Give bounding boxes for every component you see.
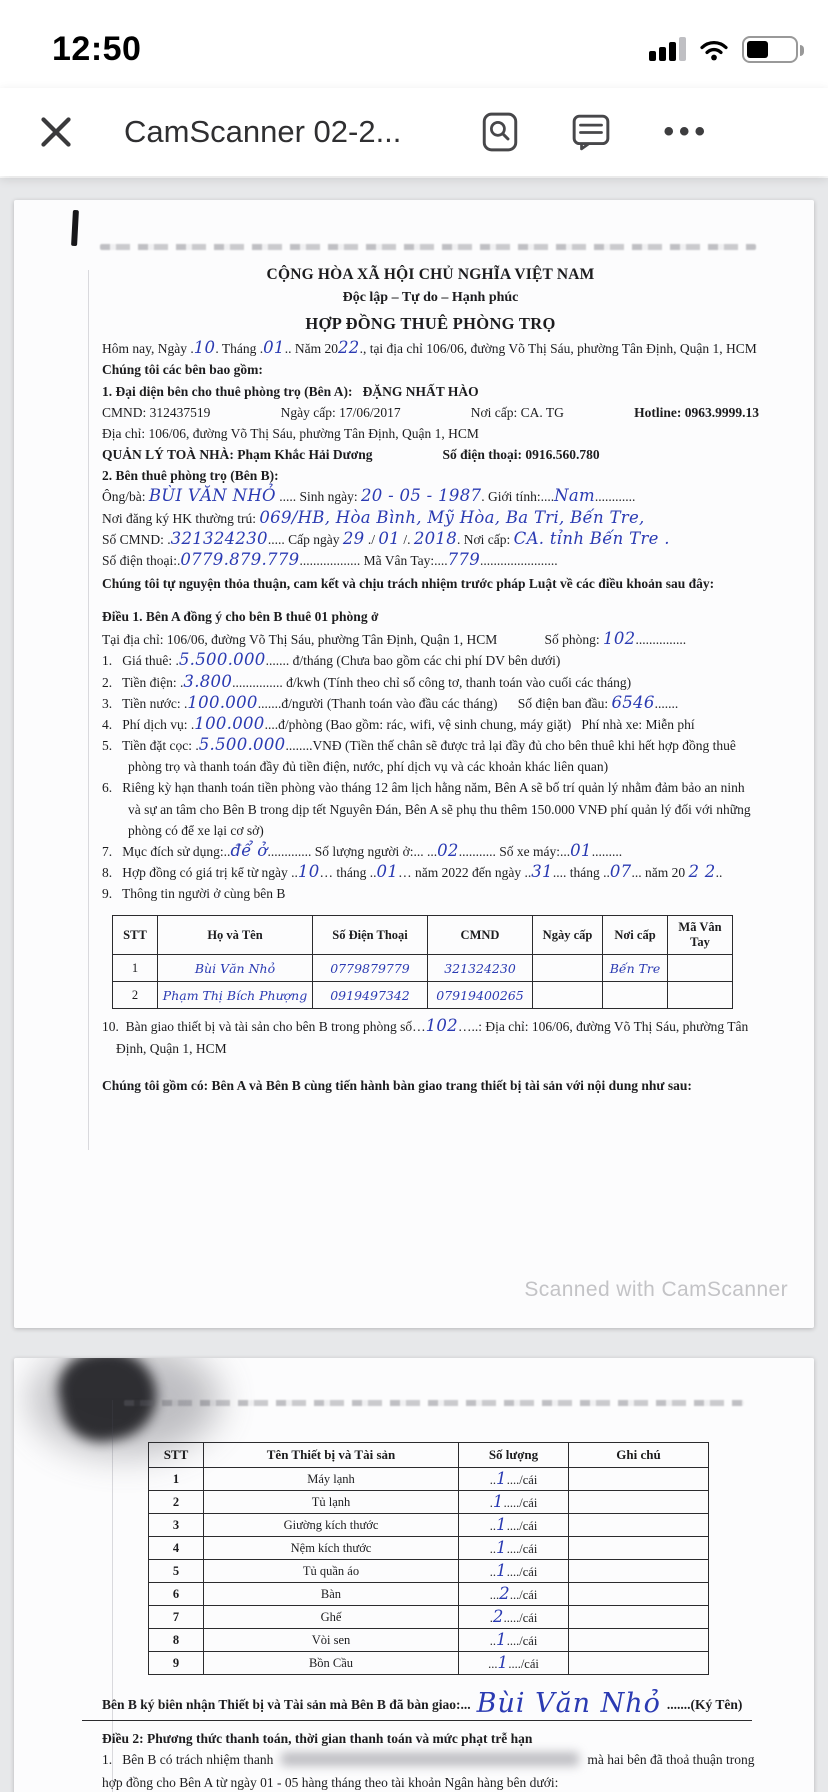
equipment-table — [148, 1442, 709, 1675]
table-row — [149, 1468, 709, 1491]
t2-cell-qty: ..1..../cái — [459, 1629, 569, 1652]
t2-cell-item: Bàn — [204, 1583, 459, 1606]
t2-cell-qty: ..1..../cái — [459, 1560, 569, 1583]
payment-terms-line — [102, 1750, 759, 1769]
table-row — [149, 1629, 709, 1652]
party-a-hotline: Hotline: 0963.9999.13 — [634, 404, 759, 420]
party-b-address-line: Nơi đăng ký HK thường trú: 069/HB, Hòa Bình, Mỹ Hòa, Ba Tri, Bến Tre, — [102, 507, 645, 527]
party-a-address: Địa chỉ: 106/06, đường Võ Thị Sáu, phường Tân Định, Quận 1, HCM — [102, 425, 479, 441]
term-1-rent: 1. Giá thuê: .5.500.000....... đ/tháng (Chưa bao gồm các chi phí DV bên dưới) — [102, 650, 561, 670]
t1-header-issue-place: Nơi cấp — [603, 916, 668, 955]
table-row — [149, 1606, 709, 1629]
term-7-purpose: 7. Mục đích sử dụng:..để ở............. Số lượng người ở:... ...02........... Số xe máy:...01......... — [102, 840, 623, 860]
term-10-handover-line2: Định, Quận 1, HCM — [116, 1040, 227, 1056]
article2-heading: Điều 2: Phương thức thanh toán, thời gian thanh toán và mức phạt trễ hạn — [102, 1731, 533, 1747]
party-a-id-row — [102, 403, 759, 422]
t2-header-item: Tên Thiết bị và Tài sản — [204, 1443, 459, 1468]
t1-header-phone: Số Điện Thoại — [313, 916, 428, 955]
t1-header-cmnd: CMND — [428, 916, 533, 955]
party-b-heading: 2. Bên thuê phòng trọ (Bên B): — [102, 468, 279, 484]
term-10-handover-line1: 10. Bàn giao thiết bị và tài sản cho bên B trong phòng số…102…..: Địa chỉ: 106/06, đường Võ Thị Sáu, phường Tân — [102, 1016, 749, 1036]
t2-cell-note — [569, 1468, 709, 1491]
t2-cell-note — [569, 1606, 709, 1629]
t2-cell-stt: 6 — [149, 1583, 204, 1606]
toolbar-actions — [481, 111, 710, 153]
t2-header-qty: Số lượng — [459, 1443, 569, 1468]
table-header-row — [149, 1443, 709, 1468]
t1-cell-stt: 2 — [113, 982, 158, 1009]
t2-header-note: Ghi chú — [569, 1443, 709, 1468]
camscanner-watermark: Scanned with CamScanner — [524, 1278, 788, 1301]
t1-cell-issue-place — [603, 982, 668, 1009]
t1-cell-issue-date — [533, 982, 603, 1009]
payment-line-end: mà hai bên đã thoả thuận trong — [587, 1752, 755, 1768]
payment-line-start: 1. Bên B có trách nhiệm thanh — [102, 1752, 274, 1768]
scan-artifact-blur — [281, 1752, 579, 1766]
table-row — [149, 1652, 709, 1675]
t2-cell-qty: ...1..../cái — [459, 1652, 569, 1675]
t2-cell-stt: 7 — [149, 1606, 204, 1629]
term-6-tet-line3: phòng có để xe lại cơ sở) — [128, 822, 264, 838]
t2-cell-qty: ..1..../cái — [459, 1468, 569, 1491]
t2-cell-note — [569, 1491, 709, 1514]
battery-fill — [747, 41, 768, 58]
table-row — [113, 955, 733, 982]
term-5-deposit-line1: 5. Tiền đặt cọc: .5.500.000........VNĐ (Tiền thế chân sẽ được trả lại đầy đủ cho bên thuê khi hết hợp đồng thuê — [102, 735, 736, 755]
contract-document — [14, 200, 814, 1328]
t1-header-stt: STT — [113, 916, 158, 955]
party-a-issue-place: Nơi cấp: CA. TG — [470, 404, 564, 420]
t2-header-stt: STT — [149, 1443, 204, 1468]
date-location-line: Hôm nay, Ngày .10. Tháng .01.. Năm 2022., tại địa chỉ 106/06, đường Võ Thị Sáu, phường Tân Định, Quận 1, HCM — [102, 338, 757, 358]
divider — [82, 1720, 752, 1721]
handover-intro: Chúng tôi gồm có: Bên A và Bên B cùng tiến hành bàn giao trang thiết bị tài sản với nội dung như sau: — [102, 1077, 692, 1093]
t1-header-fingerprint: Mã Vân Tay — [668, 916, 733, 955]
table-row — [149, 1560, 709, 1583]
comment-button[interactable] — [571, 113, 611, 151]
t2-cell-note — [569, 1583, 709, 1606]
t2-cell-stt: 1 — [149, 1468, 204, 1491]
t1-cell-stt: 1 — [113, 955, 158, 982]
wifi-icon — [698, 37, 730, 61]
close-button[interactable] — [36, 112, 76, 152]
commitment-line: Chúng tôi tự nguyện thỏa thuận, cam kết và chịu trách nhiệm trước pháp Luật về các điều khoản sau đây: — [102, 576, 715, 592]
co-occupants-table — [112, 915, 733, 1009]
table-row — [113, 982, 733, 1009]
party-b-signature-line: Bên B ký biên nhận Thiết bị và Tài sản mà Bên B đã bàn giao:... Bùi Văn Nhỏ .......(Ký Tên) — [102, 1688, 743, 1719]
t2-cell-item: Giường kích thước — [204, 1514, 459, 1537]
t2-cell-item: Tủ quần áo — [204, 1560, 459, 1583]
t1-cell-name: Phạm Thị Bích Phượng — [158, 982, 313, 1009]
t2-cell-item: Máy lạnh — [204, 1468, 459, 1491]
comment-icon — [571, 113, 611, 151]
manager-name: QUẢN LÝ TOÀ NHÀ: Phạm Khắc Hải Dương — [102, 447, 373, 463]
table-header-row — [113, 916, 733, 955]
t2-cell-note — [569, 1629, 709, 1652]
term-2-electricity: 2. Tiền điện: .3.800............... đ/kwh (Tính theo chỉ số công tơ, thanh toán vào cuối các tháng) — [102, 671, 632, 691]
term-5-deposit-line2: phòng trọ và thanh toán đầy đủ tiền điện, nước, phí dịch vụ và các khoản khác liên quan) — [128, 759, 609, 775]
document-viewer[interactable] — [0, 178, 828, 1792]
t2-cell-item: Tủ lạnh — [204, 1491, 459, 1514]
t1-cell-fingerprint — [668, 982, 733, 1009]
status-icons — [649, 36, 798, 63]
t1-cell-issue-date — [533, 955, 603, 982]
search-document-button[interactable] — [481, 111, 519, 153]
t2-cell-item: Ghế — [204, 1606, 459, 1629]
t2-cell-stt: 2 — [149, 1491, 204, 1514]
t2-cell-stt: 8 — [149, 1629, 204, 1652]
status-time: 12:50 — [52, 29, 142, 68]
scanned-page-2[interactable] — [14, 1358, 814, 1792]
t2-cell-note — [569, 1560, 709, 1583]
t2-cell-qty: ..1..../cái — [459, 1514, 569, 1537]
status-bar — [0, 0, 828, 88]
t2-cell-note — [569, 1514, 709, 1537]
party-b-name-line: Ông/bà: BÙI VĂN NHỎ ..... Sinh ngày: 20 - 05 - 1987. Giới tính:....Nam............ — [102, 486, 636, 506]
t1-cell-cmnd: 07919400265 — [428, 982, 533, 1009]
table-row — [149, 1491, 709, 1514]
t2-cell-stt: 9 — [149, 1652, 204, 1675]
term-4-service-fee: 4. Phí dịch vụ: .100.000....đ/phòng (Bao gồm: rác, wifi, vệ sinh chung, máy giặt) Phí nhà xe: Miễn phí — [102, 713, 695, 733]
t2-cell-qty: .1...../cái — [459, 1491, 569, 1514]
t1-cell-issue-place: Bến Tre — [603, 955, 668, 982]
article1-address-line: Tại địa chỉ: 106/06, đường Võ Thị Sáu, phường Tân Định, Quận 1, HCM Số phòng: 102............... — [102, 629, 687, 649]
term-6-tet-line2: và sự an tâm cho Bên B trong dịp tết Nguyên Đán, Bên A sẽ phụ thu thêm 150.000 VNĐ phí quản lý đối với những — [128, 801, 751, 817]
t2-cell-item: Vòi sen — [204, 1629, 459, 1652]
party-a-cmnd: CMND: 312437519 — [102, 404, 211, 420]
cellular-signal-icon — [649, 37, 686, 61]
party-b-id-line: Số CMND: .321324230..... Cấp ngày 29 ./ 01 /. 2018. Nơi cấp: CA. tỉnh Bến Tre . — [102, 528, 670, 548]
t2-cell-note — [569, 1537, 709, 1560]
t1-cell-fingerprint — [668, 955, 733, 982]
national-header: CỘNG HÒA XÃ HỘI CHỦ NGHĨA VIỆT NAM — [266, 266, 595, 283]
t2-cell-item: Bồn Cầu — [204, 1652, 459, 1675]
t2-cell-qty: ...2.../cái — [459, 1583, 569, 1606]
building-manager-row — [102, 445, 759, 464]
term-8-validity: 8. Hợp đồng có giá trị kể từ ngày ..10… tháng ..01… năm 2022 đến ngày ..31.... tháng ..07... năm 20 2 2.. — [102, 862, 723, 882]
t1-header-name: Họ và Tên — [158, 916, 313, 955]
t1-cell-phone: 0919497342 — [313, 982, 428, 1009]
t2-cell-item: Nệm kích thước — [204, 1537, 459, 1560]
contract-title: HỢP ĐỒNG THUÊ PHÒNG TRỌ — [305, 313, 556, 333]
t1-header-issue-date: Ngày cấp — [533, 916, 603, 955]
parties-intro: Chúng tôi các bên bao gồm: — [102, 362, 263, 378]
table-row — [149, 1514, 709, 1537]
t2-cell-qty: .2...../cái — [459, 1606, 569, 1629]
more-options-button[interactable]: ••• — [663, 115, 710, 148]
t2-cell-stt: 4 — [149, 1537, 204, 1560]
t1-cell-phone: 0779879779 — [313, 955, 428, 982]
handover-document — [14, 1358, 814, 1792]
t1-cell-cmnd: 321324230 — [428, 955, 533, 982]
party-a-issue-date: Ngày cấp: 17/06/2017 — [280, 404, 401, 420]
scanned-page-1[interactable] — [14, 200, 814, 1328]
payment-terms-line2: hợp đồng cho Bên A từ ngày 01 - 05 hàng tháng theo tài khoản Ngân hàng bên dưới: — [102, 1775, 559, 1791]
t2-cell-note — [569, 1652, 709, 1675]
table-row — [149, 1583, 709, 1606]
party-a-heading: 1. Đại diện bên cho thuê phòng trọ (Bên A): ĐẶNG NHẤT HÀO — [102, 383, 479, 399]
term-3-water: 3. Tiền nước: .100.000.......đ/người (Thanh toán vào đầu các tháng) Số điện ban đầu: 6546....... — [102, 692, 679, 712]
search-document-icon — [481, 111, 519, 153]
document-title: CamScanner 02-2... — [124, 114, 402, 149]
manager-phone: Số điện thoại: 0916.560.780 — [442, 447, 600, 463]
t2-cell-qty: ..1..../cái — [459, 1537, 569, 1560]
national-motto: Độc lập – Tự do – Hạnh phúc — [342, 290, 519, 305]
term-9-occupants: 9. Thông tin người ở cùng bên B — [102, 886, 286, 902]
party-b-phone-line: Số điện thoại:.0779.879.779.................. Mã Vân Tay:....779....................... — [102, 549, 558, 569]
t2-cell-stt: 5 — [149, 1560, 204, 1583]
t1-cell-name: Bùi Văn Nhỏ — [158, 955, 313, 982]
term-6-tet-line1: 6. Riêng kỳ hạn thanh toán tiền phòng vào tháng 12 âm lịch hằng năm, Bên A sẽ bố trí quản lý nhằm đảm bảo an ninh — [102, 780, 745, 796]
table-row — [149, 1537, 709, 1560]
battery-icon — [742, 36, 798, 63]
toolbar — [0, 88, 828, 176]
t2-cell-stt: 3 — [149, 1514, 204, 1537]
article1-heading: Điều 1. Bên A đồng ý cho bên B thuê 01 phòng ở — [102, 609, 379, 625]
